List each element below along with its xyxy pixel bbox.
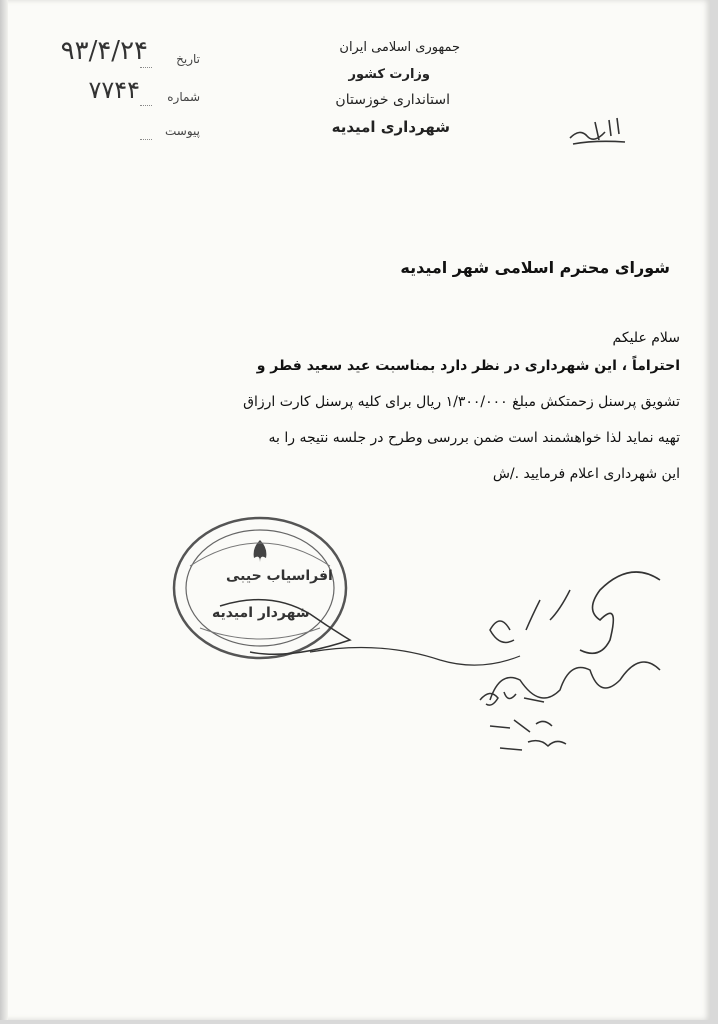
attachment-dots [140,139,152,140]
handwritten-mark-icon [565,110,635,150]
letterhead [290,40,460,136]
scan-edge [0,0,8,1020]
handwritten-date-icon [470,680,580,760]
number-field [40,76,200,110]
number-label: شماره [167,90,200,104]
letter-greeting: سلام علیکم [612,330,680,346]
attachment-field [40,124,200,144]
letter-line-3: تهیه نماید لذا خواهشمند است ضمن بررسی وطرح در جلسه نتیجه را به [268,430,680,446]
date-dots [140,67,152,68]
stamp-title: شهردار امیدیه [212,605,310,621]
letter-line-1: احتراماً ، این شهرداری در نظر دارد بمناسبت عید سعید فطر و [256,358,680,374]
attachment-label: پیوست [165,124,200,138]
letterhead-municipality: شهرداری امیدیه [331,118,450,136]
date-field [40,36,200,72]
letter-line-2: تشویق پرسنل زحمتکش مبلغ ۱/۳۰۰/۰۰۰ ریال برای کلیه پرسنل کارت ارزاق [243,394,680,410]
letter-recipient: شورای محترم اسلامی شهر امیدیه [400,258,670,277]
stamp-name: افراسیاب حیبی [226,568,333,584]
number-handwritten: ۷۷۴۴ [88,76,140,104]
letterhead-province: استانداری خوزستان [335,92,450,108]
letterhead-country: جمهوری اسلامی ایران [339,40,460,55]
number-dots [140,105,152,106]
date-handwritten: ۹۳/۴/۲۴ [60,36,148,66]
letterhead-ministry: وزارت کشور [348,67,430,82]
date-label: تاریخ [176,52,200,66]
letter-line-4: این شهرداری اعلام فرمایید ./ش [492,466,680,482]
